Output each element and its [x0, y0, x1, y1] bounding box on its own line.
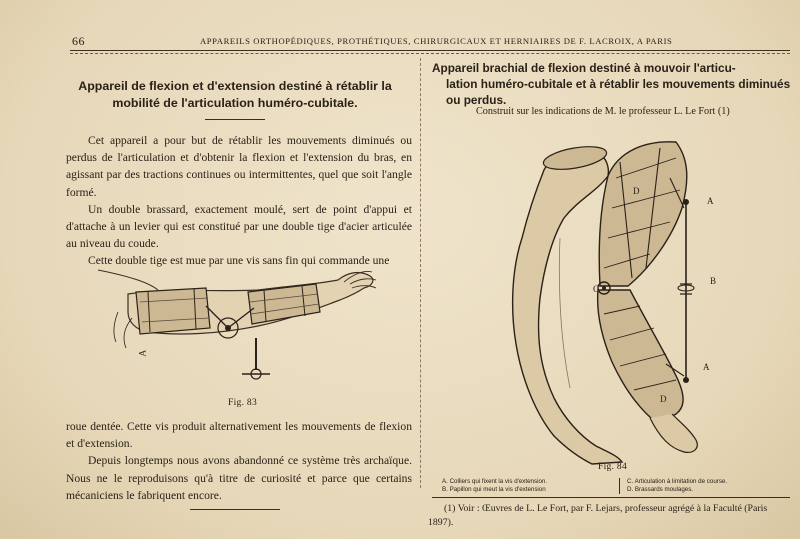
legend-item-b: B. Papillon qui meut la vis d'extension — [442, 485, 546, 493]
legend-item-a: A. Colliers qui fixent la vis d'extension. — [442, 478, 548, 485]
figure-84-label-d-top: D — [633, 186, 640, 196]
left-body-top — [66, 132, 412, 270]
construction-note: Construit sur les indications de M. le professeur L. Le Fort (1) — [476, 106, 730, 117]
figure-84-legend-right — [627, 478, 727, 493]
figure-84-label-a-top: A — [707, 196, 714, 206]
figure-84-caption: Fig. 84 — [598, 462, 628, 472]
right-section-heading — [432, 60, 792, 108]
figure-84-label-b: B — [710, 276, 717, 286]
figure-83-label-a: A — [138, 349, 149, 357]
paragraph: Cet appareil a pour but de rétablir les mouvements diminués ou perdus de l'articulation et d'obtenir la flexion et l'extension du bras, en agissant par des tractions continues ou intermittentes, quel que soit l'angle formé. — [66, 134, 412, 199]
figure-84-label-c: C — [593, 284, 600, 294]
legend-item-c: C. Articulation à limitation de course. — [627, 478, 728, 485]
figure-84-brachial-apparatus-illustration — [500, 118, 760, 466]
legend-item-d: D. Brassards moulages. — [627, 485, 694, 493]
left-body-bottom — [66, 418, 412, 504]
right-heading-line1: Appareil brachial de flexion destiné à mouvoir l'articu- — [432, 61, 736, 75]
figure-84-label-a-bottom: A — [703, 362, 710, 372]
figure-83-arm-illustration — [88, 262, 388, 394]
header-rule — [70, 50, 790, 51]
paragraph: Cette double tige est mue par une vis sans fin qui commande une — [88, 254, 390, 268]
paragraph: roue dentée. Cette vis produit alternativement les mouvements de flexion et d'extension. — [66, 420, 412, 451]
section-end-rule — [190, 509, 280, 510]
right-heading-line2: lation huméro-cubitale et à rétablir les mouvements diminués ou perdus. — [446, 77, 791, 107]
header-rule-dashed — [70, 53, 790, 54]
column-divider — [420, 58, 421, 488]
figure-83-caption: Fig. 83 — [228, 398, 258, 408]
footnote — [428, 502, 792, 530]
page-number: 66 — [72, 34, 85, 48]
footnote-rule — [432, 497, 790, 498]
footnote-text: (1) Voir : Œuvres de L. Le Fort, par F. Lejars, professeur agrégé à la Faculté (Paris 1897). — [428, 503, 768, 528]
paragraph: Un double brassard, exactement moulé, sert de point d'appui et d'attache à un levier qui est constitué par une double tige d'acier articulée au niveau du coude. — [66, 202, 412, 251]
left-section-heading: Appareil de flexion et d'extension destiné à rétablir la mobilité de l'articulation huméro-cubitale. — [78, 79, 392, 110]
running-head: APPAREILS ORTHOPÉDIQUES, PROTHÉTIQUES, CHIRURGICAUX ET HERNIAIRES DE F. LACROIX, A PARIS — [200, 36, 673, 46]
paragraph: Depuis longtemps nous avons abandonné ce système très archaïque. Nous ne le reproduisons qu'à titre de curiosité et parce que certains mécaniciens le fabriquent encore. — [66, 454, 412, 502]
legend-separator — [619, 478, 620, 494]
figure-84-label-d-bottom: D — [660, 394, 667, 404]
figure-84-legend-left — [442, 478, 547, 493]
heading-rule — [205, 119, 265, 120]
